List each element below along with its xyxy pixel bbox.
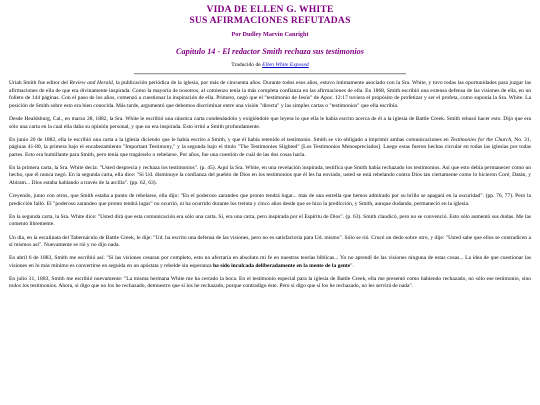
translation-credit-label: Traducido de: [231, 62, 261, 69]
paragraph-text: ".: [350, 262, 354, 269]
emphasized-text: todos: [9, 283, 22, 290]
translation-credit: [9, 62, 531, 68]
emphasized-text: ha sido inculcada deliberadamente en la mente de la gente: [212, 262, 351, 269]
paragraph-text: , No. 31, páginas 41-80, la primera bajo el encabezamiento "Important Testimony," y la segunda bajo el título "The Testimonies Slighted" [Los Testimonios Menospreciados]. Luego estas fueron hechas circular en todas las iglesias por todas partes. Esto era humillante para Smith, pero tenía que tragárselo o rebelarse. Por años, fue una cuestión de cuál de las dos cosas haría.: [9, 136, 531, 158]
publication-name: Testimonies for the Church: [450, 136, 512, 143]
paragraph-text: , la publicación periódica de la iglesia, por más de cincuenta años. Durante todos esos años, estuvo íntimamente asociado con la Sra. White, y tuvo todas las oportunidades para juzgar las afirmaciones de ella de que era divinamente inspirada. Como la mayoría de nosotros, al comienzo tenía la más completa confianza en las afirmaciones de ella. En 1868, Smith escribió una extensa defensa de las visiones de ella, en un folleto de 144 páginas. Con el paso de los años, comenzó a cuestionar la inspiración de ella. Primero, negó que el "testimonio de Jesús" de Apoc. 12:17 tuviera el propósito de profetizar y ser el profeta, como suponía la Sra. White. La posición de Smith sobre esto era bien conocida. Más tarde, argumentó que debemos discriminar entre una visión "directa" y las simples cartas o "testimonios" que ella escribía.: [9, 80, 531, 109]
divider: [134, 73, 405, 75]
paragraph-5: Creyendo, junto con otros, que Smith estaba a punto de rebelarse, ella dijo: "En el poderoso zarandeo que pronto tendrá lugar... más de una estrella que hemos admirado por su brillo se apagará en la oscuridad". (pp. 76, 77). Pero la predicción falló. El "poderoso zarandeo que pronto tendrá lugar" no ocurrió, ni ha ocurrido durante los treinta y cinco años desde que se hizo la predicción, y Smith, aunque dudando, permaneció en la iglesia.: [9, 193, 531, 207]
publication-name: Review and Herald: [69, 80, 113, 87]
chapter-heading: Capítulo 14 - El redactor Smith rechaza sus testimonios: [176, 47, 364, 57]
paragraph-text: En julio 31, 1883, Smith me escribió nuevamente: "La misma hermana White me ha cerrado la boca. En el testimonio especial para la iglesia de Battle Creek, ella me presentó como habiendo rechazado, no sólo ese testimonio, sino: [9, 275, 531, 282]
source-link[interactable]: Ellen White Exposed: [262, 62, 309, 69]
book-title: [9, 5, 531, 26]
paragraph-3: [9, 137, 531, 160]
paragraph-2: Desde Healdsburg, Cal., en marzo 28, 1882, la Sra. White le escribió una cáustica carta condenándolo y exigiéndole que leyera lo que ella le había escrito acerca de él a la iglesia de Battle Creek. Smith rehusó hacer esto. Dijo que era sólo una carta en la cual ella daba su opinión personal, y que no era inspirada. Esto irritó a Smith profundamente.: [9, 115, 531, 130]
paragraph-text: En junio 20 de 1882, ella le escribió una carta a la iglesia diciendo que le había escrito a Smith, y que él había retenido el testimonio. Smith se vio obligado a imprimir ambas comunicaciones en: [9, 136, 451, 143]
book-title-line-2: SUS AFIRMACIONES REFUTADAS: [189, 14, 351, 26]
paragraph-text: En abril 6 de 1883, Smith me escribió así: "Si las visiones cesaran por completo, esto no afectaría en absoluto mi fe en nuestras teorías bíblicas... Yo no aprendí de las visiones ninguna de estas cosas... La idea de que cuestionar las visiones en lo más mínimo es convertirse en seguida en un apóstata y rebelde sin esperanza: [9, 255, 531, 269]
paragraph-9: [9, 276, 531, 291]
author-byline: Por Dudley Marvin Canright: [231, 31, 309, 39]
paragraph-4: En la primera carta, la Sra. White decía: "Usted desprecia y rechaza los testimonios". (p. 45). Aquí la Sra. White, en una revelación inspirada, testifica que Smith había rechazado los testimonios. Así que esto debía permanecer como un hecho, que él nunca negó. En la segunda carta, ella dice: "Si Ud. disminuye la confianza del pueblo de Dios en los testimonios que él les ha enviado, usted se está rebelando contra Dios tan ciertamente como lo hicieron Coré, Datán, y Abiram... Dios estaba hablando a través de la arcilla". (pp. 62, 63).: [9, 164, 531, 186]
paragraph-text: Uriah Smith fue editor del: [9, 80, 70, 87]
book-title-line-1: VIDA DE ELLEN G. WHITE: [206, 4, 334, 15]
paragraph-6: En la segunda carta, la Sra. White dice: "Usted dirá que esta comunicación era sólo una carta. Sí, era una carta, pero inspirada por el Espíritu de Dios". (p. 63). Smith claudicó, pero no se convenció. Esto sólo aumentó sus dudas. Me las comentó libremente.: [9, 213, 531, 228]
paragraph-8: [9, 255, 531, 270]
paragraph-1: [9, 80, 531, 110]
paragraph-text: los testimonios. Ahora, si digo que no los he rechazado, demuestro que sí los he rechazado, porque contradigo éste. Pero si digo que sí los he rechazado, no les servirá de nada".: [21, 283, 414, 290]
paragraph-7: Un día, en la escalinata del Tabernáculo de Battle Creek, le dije: "Ud. ha escrito una defensa de las visiones, pero no es satisfactoria para Ud. mismo". Sólo se rió. Crucé un dedo sobre otro, y dije: "Usted sabe que ellos se contradicen a sí mismos así". Nuevamente se rió y no dijo nada.: [9, 234, 531, 249]
